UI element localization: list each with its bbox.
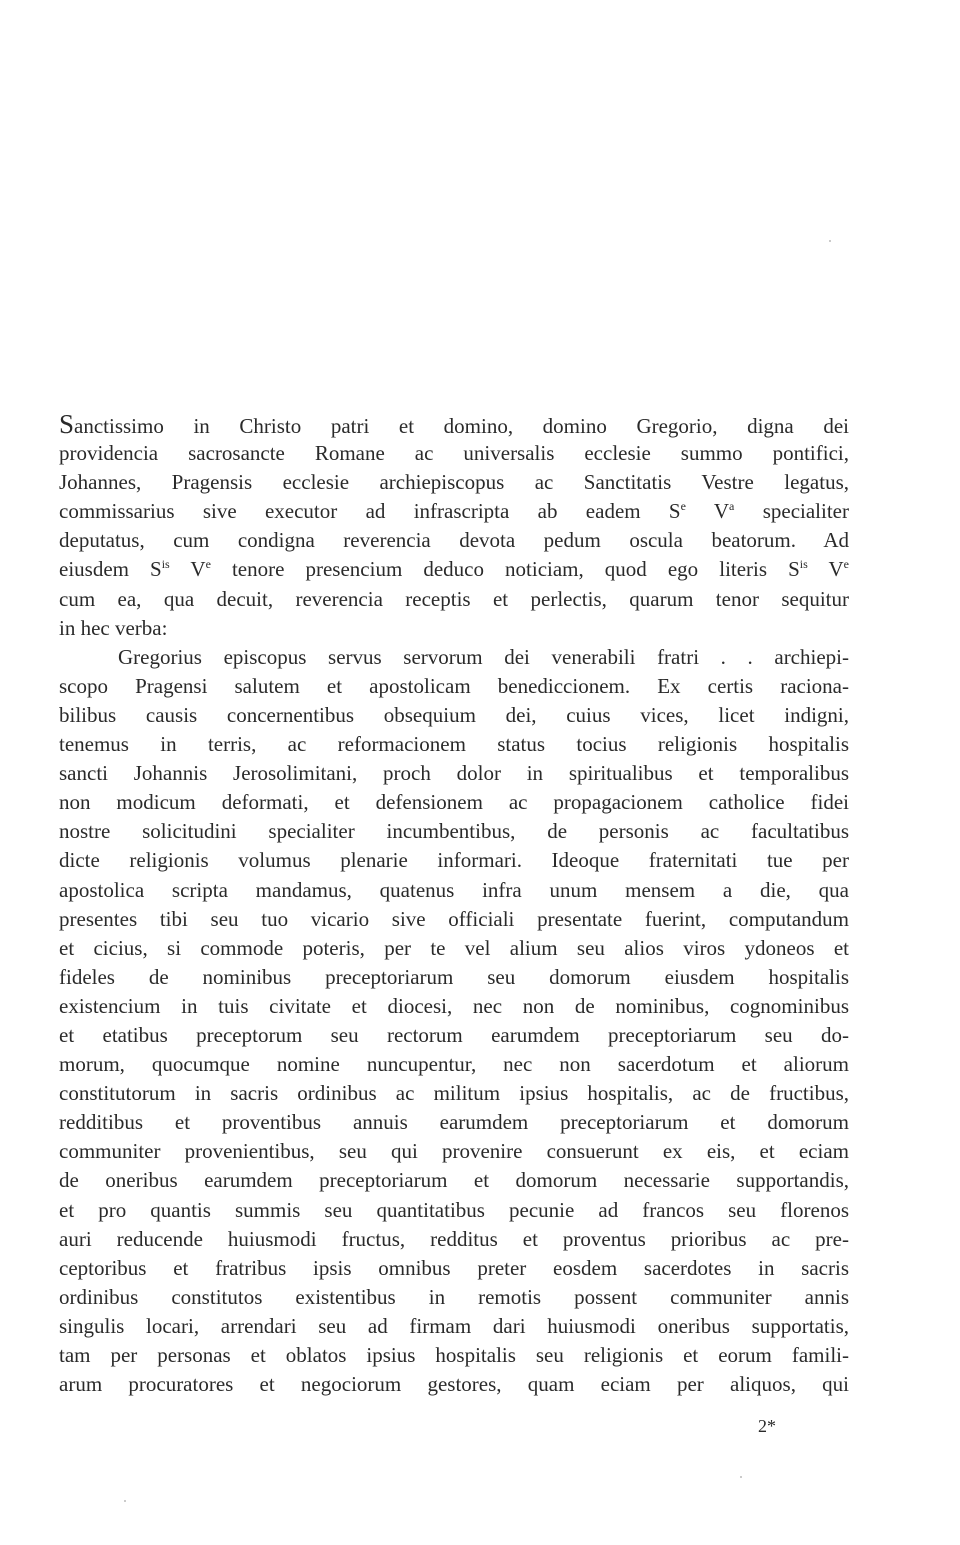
text-line: et etatibus preceptorum seu rectorum earumdem preceptoriarum seu do- [59, 1022, 849, 1047]
text-line [59, 555, 849, 584]
text-line: in hec verba: [59, 615, 168, 640]
line-text: V [807, 557, 844, 582]
text-line: nostre solicitudini specialiter incumbentibus, de personis ac facultatibus [59, 819, 849, 844]
abbrev-superscript: is [799, 557, 808, 572]
paper-speck [829, 240, 831, 242]
text-line: presentes tibi seu tuo vicario sive officiali presentate fuerint, computandum [59, 906, 849, 931]
line-text: eiusdem S [59, 557, 162, 582]
text-line: tenemus in terris, ac reformacionem status tocius religionis hospitalis [59, 732, 849, 757]
text-line: ceptoribus et fratribus ipsis omnibus preter eosdem sacerdotes in sacris [59, 1255, 849, 1280]
line-text: tenore presencium deduco noticiam, quod ego literis S [210, 557, 800, 582]
line-text: anctissimo in Christo patri et domino, domino Gregorio, digna dei [74, 414, 849, 438]
text-line: de oneribus earumdem preceptoriarum et domorum necessarie supportandis, [59, 1168, 849, 1193]
line-text: V [685, 499, 730, 524]
text-line: ordinibus constitutos existentibus in remotis possent communiter annis [59, 1284, 849, 1309]
body-text [59, 410, 849, 1399]
abbrev-superscript: e [205, 557, 211, 572]
initial-capital: S [59, 409, 75, 439]
text-line: morum, quocumque nomine nuncupentur, nec non sacerdotum et aliorum [59, 1052, 849, 1077]
text-line [59, 410, 849, 439]
text-line: fideles de nominibus preceptoriarum seu domorum eiusdem hospitalis [59, 964, 849, 989]
text-line: tam per personas et oblatos ipsius hospitalis seu religionis et eorum famili- [59, 1343, 849, 1367]
abbrev-superscript: is [161, 557, 170, 572]
text-line: Johannes, Pragensis ecclesie archiepiscopus ac Sanctitatis Vestre legatus, [59, 470, 849, 495]
text-line [59, 497, 849, 526]
text-line: Gregorius episcopus servus servorum dei venerabili fratri . . archiepi- [118, 644, 849, 669]
line-text: commissarius sive executor ad infrascripta ab eadem S [59, 499, 681, 524]
text-line: bilibus causis concernentibus obsequium dei, cuius vices, licet indigni, [59, 702, 849, 727]
text-line: deputatus, cum condigna reverencia devota pedum oscula beatorum. Ad [59, 528, 849, 553]
text-line: cum ea, qua decuit, reverencia receptis et perlectis, quarum tenor sequitur [59, 586, 849, 611]
text-line: sancti Johannis Jerosolimitani, proch dolor in spiritualibus et temporalibus [59, 761, 849, 786]
text-line: arum procuratores et negociorum gestores, quam eciam per aliquos, qui [59, 1372, 849, 1397]
page-number: 2* [758, 1416, 776, 1436]
text-line: scopo Pragensi salutem et apostolicam benediccionem. Ex certis raciona- [59, 673, 849, 698]
paper-speck [740, 1476, 742, 1478]
text-line: et pro quantis summis seu quantitatibus pecunie ad francos seu florenos [59, 1197, 849, 1222]
line-text: specialiter [734, 499, 849, 524]
abbrev-superscript: e [680, 499, 686, 514]
paper-speck [124, 1500, 126, 1502]
text-line: non modicum deformati, et defensionem ac propagacionem catholice fidei [59, 790, 849, 815]
text-line: providencia sacrosancte Romane ac universalis ecclesie summo pontifici, [59, 441, 849, 466]
text-line: singulis locari, arrendari seu ad firmam dari huiusmodi oneribus supportatis, [59, 1313, 849, 1338]
text-line: existencium in tuis civitate et diocesi, nec non de nominibus, cognominibus [59, 993, 849, 1018]
line-text: V [169, 557, 206, 582]
abbrev-superscript: e [843, 557, 849, 572]
abbrev-superscript: a [729, 499, 735, 514]
text-line: dicte religionis volumus plenarie informari. Ideoque fraternitati tue per [59, 848, 849, 873]
text-line: et cicius, si commode poteris, per te vel alium seu alios viros ydoneos et [59, 935, 849, 960]
text-line: auri reducende huiusmodi fructus, redditus et proventus prioribus ac pre- [59, 1226, 849, 1251]
text-line: constitutorum in sacris ordinibus ac militum ipsius hospitalis, ac de fructibus, [59, 1081, 849, 1106]
text-line: communiter provenientibus, seu qui provenire consuerunt ex eis, et eciam [59, 1139, 849, 1164]
text-line: redditibus et proventibus annuis earumdem preceptoriarum et domorum [59, 1110, 849, 1135]
text-line: apostolica scripta mandamus, quatenus infra unum mensem a die, qua [59, 877, 849, 902]
